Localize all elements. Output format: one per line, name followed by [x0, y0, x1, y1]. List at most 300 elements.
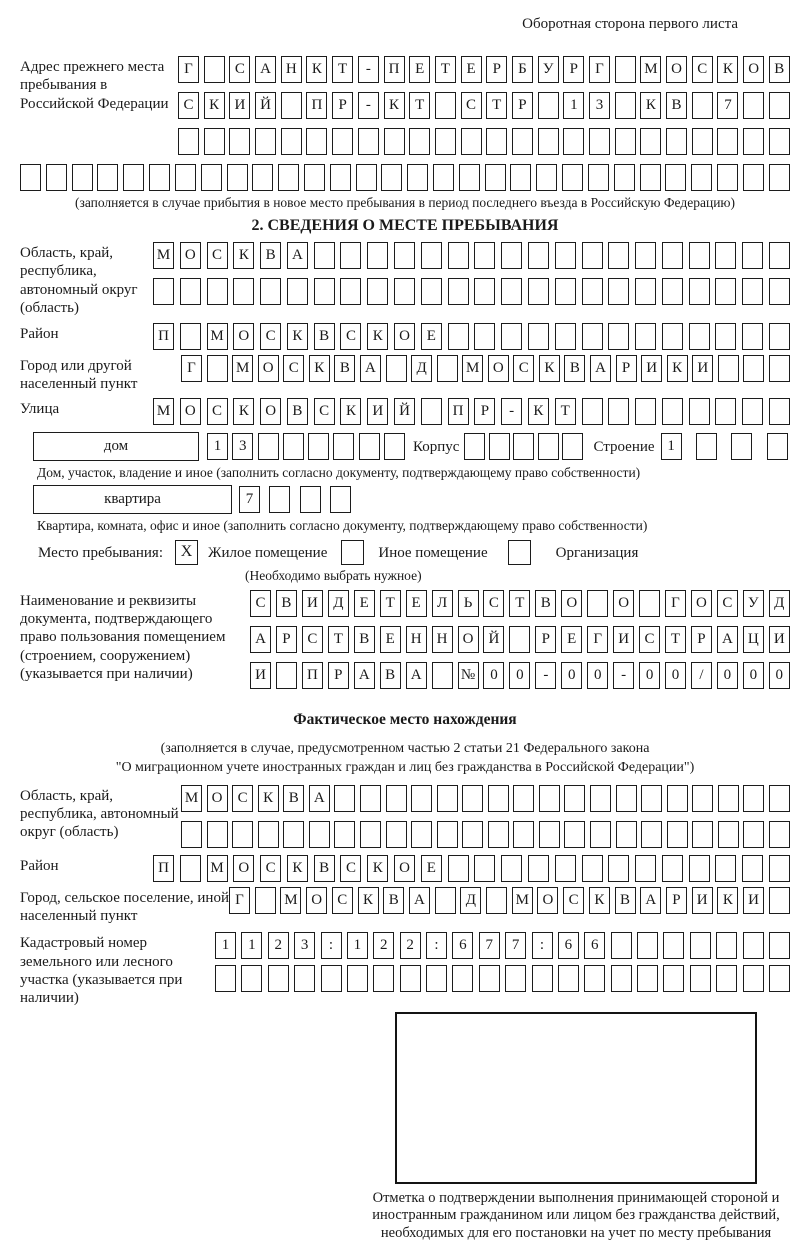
- char-cell[interactable]: В: [260, 242, 281, 269]
- char-cell[interactable]: [360, 821, 381, 848]
- char-cell[interactable]: [692, 785, 713, 812]
- char-cell[interactable]: 0: [509, 662, 530, 689]
- char-cell[interactable]: У: [743, 590, 764, 617]
- char-cell[interactable]: Г: [181, 355, 202, 382]
- char-cell[interactable]: И: [769, 626, 790, 653]
- char-cell[interactable]: О: [743, 56, 764, 83]
- char-cell[interactable]: Р: [563, 56, 584, 83]
- char-cell[interactable]: [448, 242, 469, 269]
- char-cell[interactable]: [769, 965, 790, 992]
- char-cell[interactable]: [608, 323, 629, 350]
- char-cell[interactable]: [268, 965, 289, 992]
- char-cell[interactable]: [582, 855, 603, 882]
- char-cell[interactable]: [536, 164, 557, 191]
- char-cell[interactable]: М: [232, 355, 253, 382]
- char-cell[interactable]: [715, 278, 736, 305]
- char-cell[interactable]: [742, 242, 763, 269]
- char-cell[interactable]: Р: [276, 626, 297, 653]
- char-cell[interactable]: [462, 785, 483, 812]
- char-cell[interactable]: [641, 785, 662, 812]
- char-cell[interactable]: [769, 398, 790, 425]
- char-cell[interactable]: К: [233, 398, 254, 425]
- char-cell[interactable]: Г: [229, 887, 250, 914]
- char-cell[interactable]: [635, 278, 656, 305]
- char-cell[interactable]: :: [321, 932, 342, 959]
- char-cell[interactable]: П: [448, 398, 469, 425]
- char-cell[interactable]: [637, 932, 658, 959]
- char-cell[interactable]: Р: [512, 92, 533, 119]
- char-cell[interactable]: [692, 128, 713, 155]
- char-cell[interactable]: [538, 433, 559, 460]
- char-cell[interactable]: [448, 278, 469, 305]
- char-cell[interactable]: [663, 932, 684, 959]
- char-cell[interactable]: [510, 164, 531, 191]
- char-cell[interactable]: Р: [616, 355, 637, 382]
- char-cell[interactable]: К: [340, 398, 361, 425]
- char-cell[interactable]: [72, 164, 93, 191]
- char-cell[interactable]: [283, 821, 304, 848]
- char-cell[interactable]: [689, 323, 710, 350]
- char-cell[interactable]: [501, 242, 522, 269]
- char-cell[interactable]: Ц: [743, 626, 764, 653]
- char-cell[interactable]: [590, 821, 611, 848]
- char-cell[interactable]: 7: [505, 932, 526, 959]
- char-cell[interactable]: Д: [328, 590, 349, 617]
- char-cell[interactable]: [743, 355, 764, 382]
- char-cell[interactable]: [411, 785, 432, 812]
- char-cell[interactable]: В: [287, 398, 308, 425]
- char-cell[interactable]: 2: [373, 932, 394, 959]
- char-cell[interactable]: [479, 965, 500, 992]
- char-cell[interactable]: А: [406, 662, 427, 689]
- char-cell[interactable]: [97, 164, 118, 191]
- char-cell[interactable]: [333, 433, 354, 460]
- char-cell[interactable]: 0: [743, 662, 764, 689]
- char-cell[interactable]: [448, 323, 469, 350]
- char-cell[interactable]: [715, 855, 736, 882]
- char-cell[interactable]: В: [380, 662, 401, 689]
- char-cell[interactable]: [486, 128, 507, 155]
- char-cell[interactable]: [489, 433, 510, 460]
- char-cell[interactable]: [637, 965, 658, 992]
- char-cell[interactable]: [665, 164, 686, 191]
- char-cell[interactable]: [667, 785, 688, 812]
- char-cell[interactable]: О: [458, 626, 479, 653]
- char-cell[interactable]: [448, 855, 469, 882]
- char-cell[interactable]: [635, 398, 656, 425]
- char-cell[interactable]: [513, 433, 534, 460]
- char-cell[interactable]: [731, 433, 752, 460]
- char-cell[interactable]: [260, 278, 281, 305]
- char-cell[interactable]: О: [691, 590, 712, 617]
- char-cell[interactable]: [539, 785, 560, 812]
- char-cell[interactable]: [321, 965, 342, 992]
- char-cell[interactable]: О: [207, 785, 228, 812]
- char-cell[interactable]: М: [280, 887, 301, 914]
- char-cell[interactable]: В: [354, 626, 375, 653]
- char-cell[interactable]: [743, 821, 764, 848]
- char-cell[interactable]: [459, 164, 480, 191]
- char-cell[interactable]: [330, 164, 351, 191]
- char-cell[interactable]: [555, 323, 576, 350]
- char-cell[interactable]: В: [383, 887, 404, 914]
- char-cell[interactable]: [563, 128, 584, 155]
- char-cell[interactable]: Е: [421, 855, 442, 882]
- char-cell[interactable]: [304, 164, 325, 191]
- char-cell[interactable]: [690, 932, 711, 959]
- char-cell[interactable]: [486, 887, 507, 914]
- char-cell[interactable]: [528, 242, 549, 269]
- char-cell[interactable]: О: [561, 590, 582, 617]
- char-cell[interactable]: [229, 128, 250, 155]
- char-cell[interactable]: К: [233, 242, 254, 269]
- char-cell[interactable]: [532, 965, 553, 992]
- char-cell[interactable]: Р: [474, 398, 495, 425]
- char-cell[interactable]: [616, 821, 637, 848]
- char-cell[interactable]: О: [613, 590, 634, 617]
- char-cell[interactable]: И: [613, 626, 634, 653]
- char-cell[interactable]: Т: [435, 56, 456, 83]
- char-cell[interactable]: [509, 626, 530, 653]
- char-cell[interactable]: 1: [661, 433, 682, 460]
- char-cell[interactable]: [437, 355, 458, 382]
- char-cell[interactable]: [461, 128, 482, 155]
- char-cell[interactable]: [528, 855, 549, 882]
- char-cell[interactable]: :: [532, 932, 553, 959]
- char-cell[interactable]: А: [590, 355, 611, 382]
- char-cell[interactable]: [615, 92, 636, 119]
- char-cell[interactable]: К: [367, 855, 388, 882]
- char-cell[interactable]: М: [207, 855, 228, 882]
- char-cell[interactable]: С: [207, 398, 228, 425]
- char-cell[interactable]: [717, 128, 738, 155]
- char-cell[interactable]: [662, 398, 683, 425]
- char-cell[interactable]: С: [232, 785, 253, 812]
- char-cell[interactable]: [582, 323, 603, 350]
- char-cell[interactable]: [488, 785, 509, 812]
- char-cell[interactable]: [769, 164, 790, 191]
- char-cell[interactable]: [308, 433, 329, 460]
- char-cell[interactable]: [662, 278, 683, 305]
- char-cell[interactable]: [743, 965, 764, 992]
- char-cell[interactable]: /: [691, 662, 712, 689]
- char-cell[interactable]: И: [692, 355, 713, 382]
- char-cell[interactable]: И: [743, 887, 764, 914]
- char-cell[interactable]: [691, 164, 712, 191]
- char-cell[interactable]: -: [535, 662, 556, 689]
- char-cell[interactable]: [716, 965, 737, 992]
- char-cell[interactable]: [207, 355, 228, 382]
- char-cell[interactable]: С: [692, 56, 713, 83]
- char-cell[interactable]: О: [306, 887, 327, 914]
- char-cell[interactable]: [582, 242, 603, 269]
- char-cell[interactable]: [381, 164, 402, 191]
- char-cell[interactable]: [227, 164, 248, 191]
- char-cell[interactable]: [582, 278, 603, 305]
- char-cell[interactable]: [394, 278, 415, 305]
- char-cell[interactable]: М: [462, 355, 483, 382]
- char-cell[interactable]: 0: [483, 662, 504, 689]
- char-cell[interactable]: [485, 164, 506, 191]
- stay-type-checkbox-organization[interactable]: [508, 540, 531, 565]
- char-cell[interactable]: 0: [561, 662, 582, 689]
- char-cell[interactable]: [421, 242, 442, 269]
- char-cell[interactable]: В: [314, 855, 335, 882]
- char-cell[interactable]: К: [667, 355, 688, 382]
- char-cell[interactable]: [689, 855, 710, 882]
- char-cell[interactable]: [400, 965, 421, 992]
- char-cell[interactable]: К: [258, 785, 279, 812]
- char-cell[interactable]: [584, 965, 605, 992]
- char-cell[interactable]: С: [483, 590, 504, 617]
- char-cell[interactable]: [269, 486, 290, 513]
- char-cell[interactable]: О: [180, 242, 201, 269]
- char-cell[interactable]: [769, 355, 790, 382]
- char-cell[interactable]: С: [332, 887, 353, 914]
- char-cell[interactable]: [538, 92, 559, 119]
- char-cell[interactable]: [358, 128, 379, 155]
- char-cell[interactable]: [767, 433, 788, 460]
- char-cell[interactable]: Е: [421, 323, 442, 350]
- char-cell[interactable]: [639, 590, 660, 617]
- char-cell[interactable]: [692, 821, 713, 848]
- char-cell[interactable]: П: [302, 662, 323, 689]
- char-cell[interactable]: Р: [332, 92, 353, 119]
- char-cell[interactable]: В: [334, 355, 355, 382]
- char-cell[interactable]: [276, 662, 297, 689]
- char-cell[interactable]: [512, 128, 533, 155]
- char-cell[interactable]: [411, 821, 432, 848]
- char-cell[interactable]: Ь: [458, 590, 479, 617]
- char-cell[interactable]: [769, 821, 790, 848]
- char-cell[interactable]: К: [528, 398, 549, 425]
- char-cell[interactable]: [528, 323, 549, 350]
- char-cell[interactable]: [582, 398, 603, 425]
- char-cell[interactable]: К: [309, 355, 330, 382]
- char-cell[interactable]: [716, 932, 737, 959]
- char-cell[interactable]: Т: [332, 56, 353, 83]
- char-cell[interactable]: [615, 56, 636, 83]
- char-cell[interactable]: Е: [380, 626, 401, 653]
- char-cell[interactable]: Г: [665, 590, 686, 617]
- char-cell[interactable]: [717, 164, 738, 191]
- char-cell[interactable]: [690, 965, 711, 992]
- char-cell[interactable]: 3: [232, 433, 253, 460]
- char-cell[interactable]: [464, 433, 485, 460]
- char-cell[interactable]: 6: [558, 932, 579, 959]
- char-cell[interactable]: [215, 965, 236, 992]
- char-cell[interactable]: [715, 398, 736, 425]
- char-cell[interactable]: [359, 433, 380, 460]
- char-cell[interactable]: Н: [281, 56, 302, 83]
- char-cell[interactable]: [367, 278, 388, 305]
- char-cell[interactable]: [769, 242, 790, 269]
- char-cell[interactable]: [564, 821, 585, 848]
- char-cell[interactable]: [689, 278, 710, 305]
- char-cell[interactable]: [435, 128, 456, 155]
- char-cell[interactable]: [437, 821, 458, 848]
- char-cell[interactable]: [769, 92, 790, 119]
- char-cell[interactable]: О: [233, 323, 254, 350]
- char-cell[interactable]: М: [512, 887, 533, 914]
- char-cell[interactable]: Й: [255, 92, 276, 119]
- char-cell[interactable]: Е: [461, 56, 482, 83]
- char-cell[interactable]: -: [358, 56, 379, 83]
- char-cell[interactable]: [611, 932, 632, 959]
- char-cell[interactable]: [692, 92, 713, 119]
- char-cell[interactable]: 0: [639, 662, 660, 689]
- char-cell[interactable]: С: [207, 242, 228, 269]
- char-cell[interactable]: [123, 164, 144, 191]
- char-cell[interactable]: Й: [394, 398, 415, 425]
- char-cell[interactable]: [46, 164, 67, 191]
- char-cell[interactable]: [432, 662, 453, 689]
- char-cell[interactable]: Д: [460, 887, 481, 914]
- char-cell[interactable]: О: [394, 323, 415, 350]
- char-cell[interactable]: [608, 855, 629, 882]
- char-cell[interactable]: [590, 785, 611, 812]
- char-cell[interactable]: Г: [178, 56, 199, 83]
- char-cell[interactable]: Т: [409, 92, 430, 119]
- char-cell[interactable]: 7: [479, 932, 500, 959]
- char-cell[interactable]: [421, 398, 442, 425]
- char-cell[interactable]: [233, 278, 254, 305]
- char-cell[interactable]: [435, 887, 456, 914]
- char-cell[interactable]: И: [302, 590, 323, 617]
- char-cell[interactable]: [743, 92, 764, 119]
- char-cell[interactable]: [513, 821, 534, 848]
- char-cell[interactable]: [283, 433, 304, 460]
- char-cell[interactable]: Г: [587, 626, 608, 653]
- char-cell[interactable]: [360, 785, 381, 812]
- char-cell[interactable]: [528, 278, 549, 305]
- char-cell[interactable]: К: [717, 56, 738, 83]
- char-cell[interactable]: [611, 965, 632, 992]
- char-cell[interactable]: 1: [241, 932, 262, 959]
- char-cell[interactable]: [278, 164, 299, 191]
- char-cell[interactable]: [640, 128, 661, 155]
- char-cell[interactable]: Р: [328, 662, 349, 689]
- char-cell[interactable]: К: [287, 323, 308, 350]
- char-cell[interactable]: [662, 323, 683, 350]
- char-cell[interactable]: [616, 785, 637, 812]
- char-cell[interactable]: [742, 398, 763, 425]
- char-cell[interactable]: К: [358, 887, 379, 914]
- char-cell[interactable]: С: [250, 590, 271, 617]
- char-cell[interactable]: [306, 128, 327, 155]
- char-cell[interactable]: [384, 128, 405, 155]
- char-cell[interactable]: С: [340, 855, 361, 882]
- char-cell[interactable]: [769, 887, 790, 914]
- char-cell[interactable]: В: [535, 590, 556, 617]
- char-cell[interactable]: 7: [717, 92, 738, 119]
- char-cell[interactable]: [769, 855, 790, 882]
- char-cell[interactable]: [435, 92, 456, 119]
- char-cell[interactable]: [20, 164, 41, 191]
- char-cell[interactable]: С: [283, 355, 304, 382]
- char-cell[interactable]: [640, 164, 661, 191]
- char-cell[interactable]: С: [178, 92, 199, 119]
- char-cell[interactable]: [555, 855, 576, 882]
- char-cell[interactable]: [207, 278, 228, 305]
- char-cell[interactable]: [437, 785, 458, 812]
- char-cell[interactable]: У: [538, 56, 559, 83]
- char-cell[interactable]: [386, 785, 407, 812]
- char-cell[interactable]: [153, 278, 174, 305]
- char-cell[interactable]: [614, 164, 635, 191]
- char-cell[interactable]: М: [207, 323, 228, 350]
- char-cell[interactable]: [501, 855, 522, 882]
- char-cell[interactable]: [340, 278, 361, 305]
- char-cell[interactable]: [689, 398, 710, 425]
- char-cell[interactable]: А: [250, 626, 271, 653]
- char-cell[interactable]: Е: [409, 56, 430, 83]
- char-cell[interactable]: [232, 821, 253, 848]
- char-cell[interactable]: [386, 355, 407, 382]
- char-cell[interactable]: [501, 278, 522, 305]
- char-cell[interactable]: [742, 855, 763, 882]
- char-cell[interactable]: 0: [769, 662, 790, 689]
- char-cell[interactable]: [718, 355, 739, 382]
- char-cell[interactable]: [334, 821, 355, 848]
- char-cell[interactable]: [474, 242, 495, 269]
- char-cell[interactable]: С: [340, 323, 361, 350]
- char-cell[interactable]: Н: [432, 626, 453, 653]
- char-cell[interactable]: О: [666, 56, 687, 83]
- char-cell[interactable]: В: [769, 56, 790, 83]
- char-cell[interactable]: [332, 128, 353, 155]
- char-cell[interactable]: Е: [406, 590, 427, 617]
- char-cell[interactable]: [180, 278, 201, 305]
- char-cell[interactable]: [715, 323, 736, 350]
- char-cell[interactable]: А: [360, 355, 381, 382]
- char-cell[interactable]: [555, 278, 576, 305]
- char-cell[interactable]: 6: [584, 932, 605, 959]
- char-cell[interactable]: [309, 821, 330, 848]
- char-cell[interactable]: [718, 785, 739, 812]
- char-cell[interactable]: [641, 821, 662, 848]
- char-cell[interactable]: [201, 164, 222, 191]
- char-cell[interactable]: В: [314, 323, 335, 350]
- char-cell[interactable]: О: [180, 398, 201, 425]
- char-cell[interactable]: [373, 965, 394, 992]
- char-cell[interactable]: [587, 590, 608, 617]
- char-cell[interactable]: [635, 855, 656, 882]
- char-cell[interactable]: С: [639, 626, 660, 653]
- char-cell[interactable]: [462, 821, 483, 848]
- char-cell[interactable]: В: [283, 785, 304, 812]
- char-cell[interactable]: [663, 965, 684, 992]
- char-cell[interactable]: [409, 128, 430, 155]
- char-cell[interactable]: К: [306, 56, 327, 83]
- char-cell[interactable]: [608, 278, 629, 305]
- char-cell[interactable]: С: [229, 56, 250, 83]
- char-cell[interactable]: Д: [769, 590, 790, 617]
- char-cell[interactable]: [314, 242, 335, 269]
- char-cell[interactable]: О: [394, 855, 415, 882]
- char-cell[interactable]: Р: [666, 887, 687, 914]
- char-cell[interactable]: П: [384, 56, 405, 83]
- char-cell[interactable]: [608, 242, 629, 269]
- char-cell[interactable]: [608, 398, 629, 425]
- char-cell[interactable]: К: [589, 887, 610, 914]
- char-cell[interactable]: А: [309, 785, 330, 812]
- char-cell[interactable]: [258, 433, 279, 460]
- char-cell[interactable]: [255, 887, 276, 914]
- char-cell[interactable]: С: [717, 590, 738, 617]
- char-cell[interactable]: А: [287, 242, 308, 269]
- char-cell[interactable]: [181, 821, 202, 848]
